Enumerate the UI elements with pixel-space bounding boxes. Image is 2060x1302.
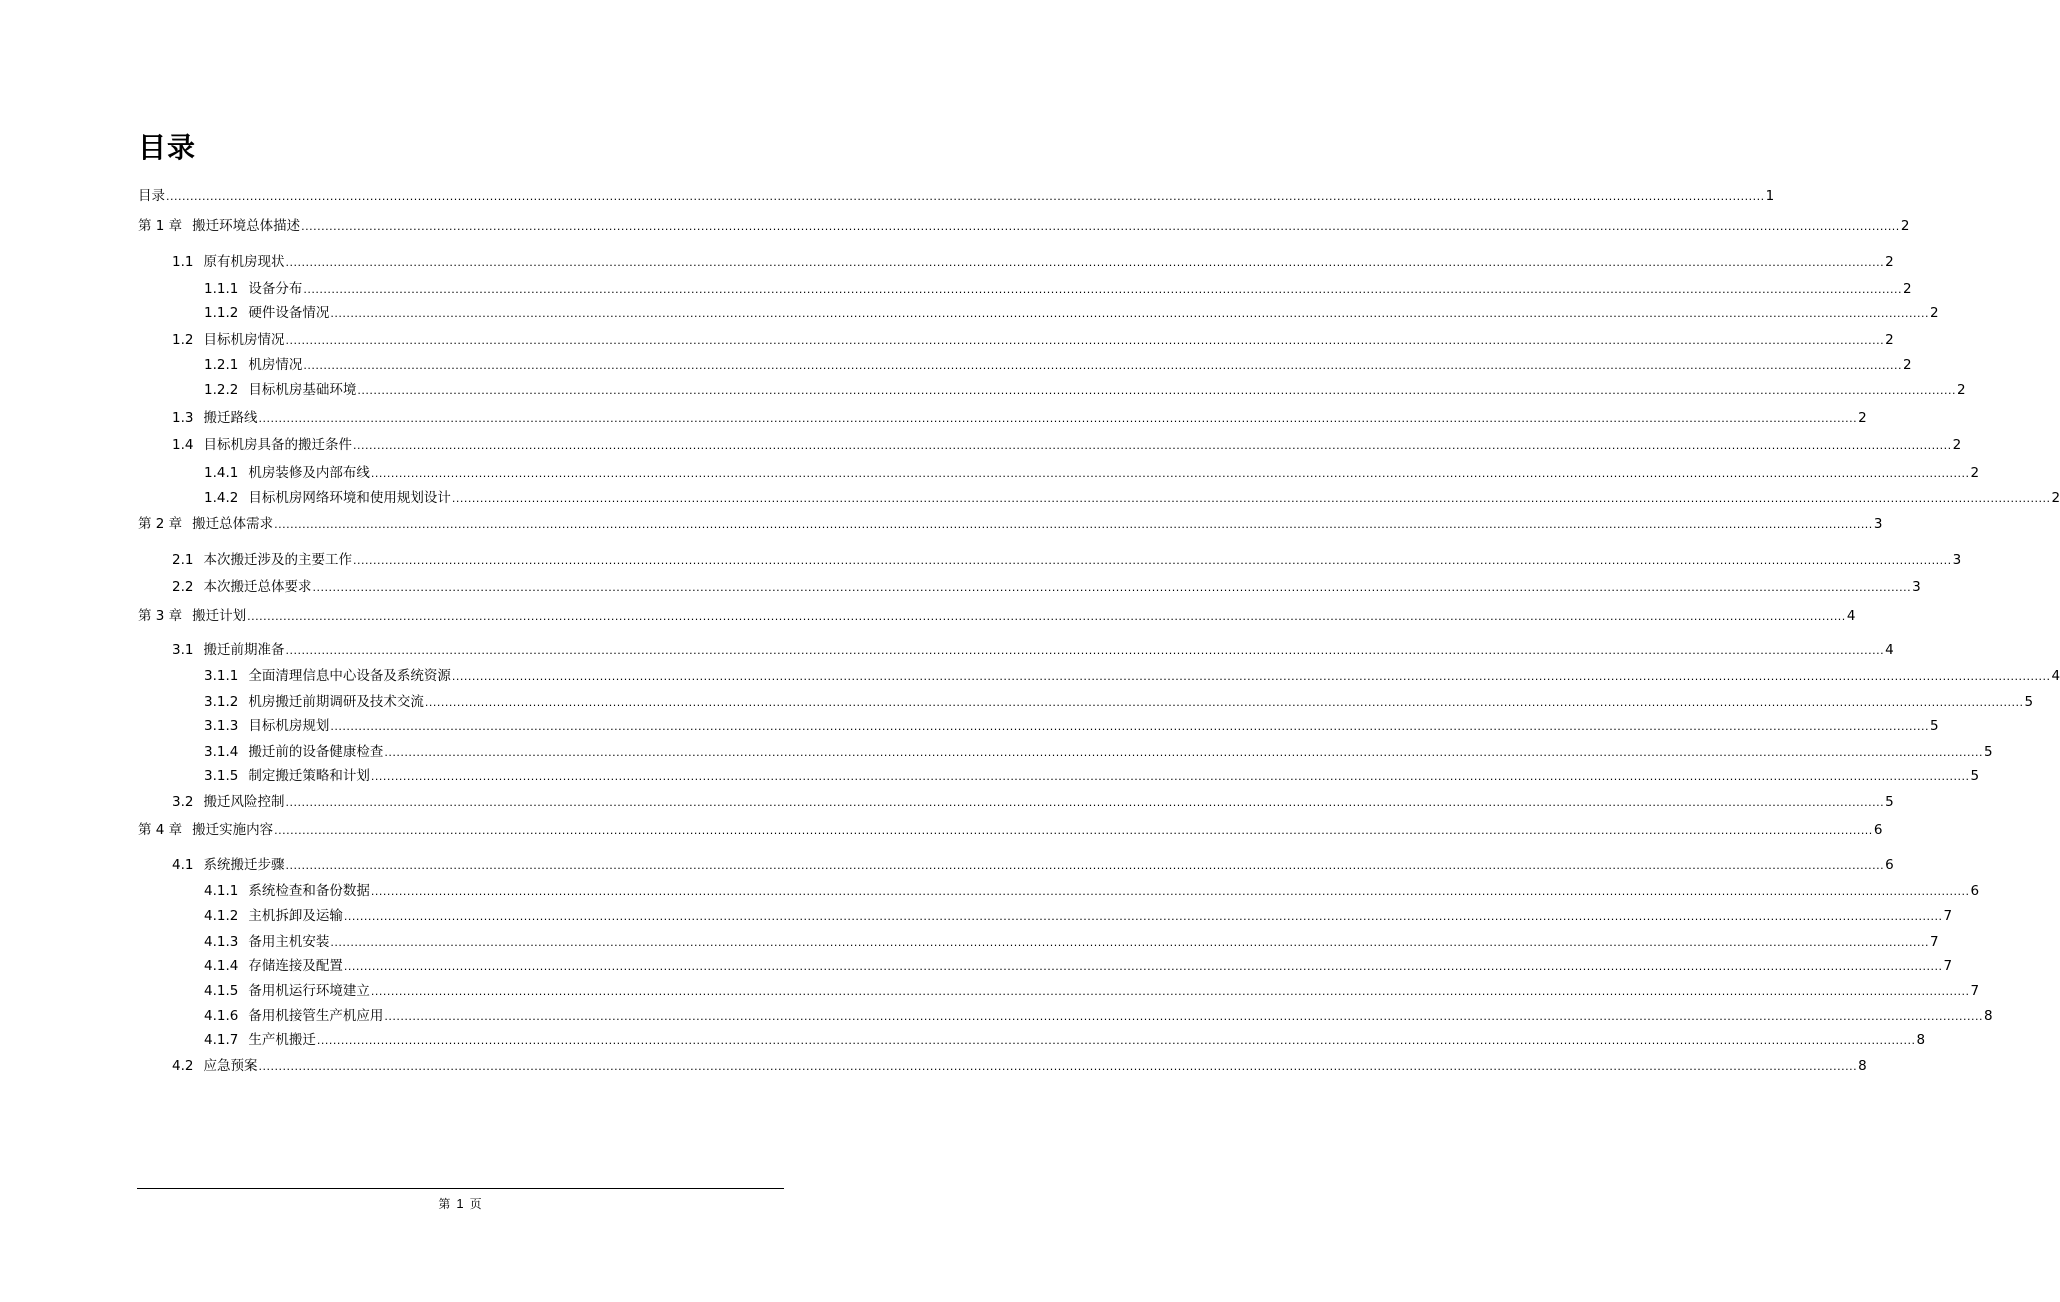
toc-entry-title: 备用机运行环境建立 (248, 983, 370, 999)
toc-leader-dots: ................................................................................................................................................................................................................................................................................................................................................................................................................ (370, 885, 1970, 898)
toc-entry-number: 1.1.1 (204, 281, 239, 297)
toc-entry-number: 3.1.1 (204, 668, 239, 684)
toc-entry-title: 备用机接管生产机应用 (248, 1008, 384, 1024)
toc-entry[interactable] (204, 690, 2034, 714)
toc-entry-title: 搬迁路线 (203, 410, 258, 426)
toc-entry-page: 8 (1858, 1058, 1867, 1074)
toc-leader-dots: ................................................................................................................................................................................................................................................................................................................................................................................................................ (303, 359, 1902, 372)
toc-entry-page: 5 (1984, 744, 1993, 760)
toc-entry-page: 7 (1943, 958, 1953, 974)
toc-entry-title: 目标机房基础环境 (248, 382, 357, 398)
toc-leader-dots: ................................................................................................................................................................................................................................................................................................................................................................................................................ (451, 670, 2051, 683)
toc-entry-title: 制定搬迁策略和计划 (248, 768, 370, 784)
toc-entry-title: 机房搬迁前期调研及技术交流 (248, 694, 424, 710)
toc-entry[interactable] (204, 930, 1939, 954)
toc-leader-dots: ................................................................................................................................................................................................................................................................................................................................................................................................................ (285, 644, 1885, 657)
toc-entry[interactable] (204, 1004, 1993, 1028)
toc-entry-number: 1.2.1 (204, 357, 239, 373)
toc-entry[interactable] (138, 214, 1910, 238)
toc-entry-title: 备用主机安装 (248, 934, 330, 950)
toc-entry-title: 主机拆卸及运输 (248, 908, 343, 924)
toc-entry[interactable] (204, 714, 1939, 738)
toc-entry-title: 应急预案 (203, 1058, 258, 1074)
toc-entry-page: 7 (1930, 934, 1939, 950)
toc-entry-number: 4.2 (172, 1058, 194, 1074)
toc-entry-title: 搬迁实施内容 (192, 822, 274, 838)
toc-entry-page: 3 (1873, 516, 1883, 532)
toc-entry-number: 4.1 (172, 857, 194, 873)
toc-leader-dots: ................................................................................................................................................................................................................................................................................................................................................................................................................ (258, 1060, 1858, 1073)
toc-leader-dots: ................................................................................................................................................................................................................................................................................................................................................................................................................ (343, 910, 1943, 923)
toc-entry-page: 6 (1885, 857, 1894, 873)
toc-entry[interactable] (204, 486, 2060, 510)
toc-leader-dots: ................................................................................................................................................................................................................................................................................................................................................................................................................ (285, 256, 1885, 269)
toc-entry[interactable] (138, 604, 1856, 628)
toc-entry-page: 1 (1765, 188, 1775, 204)
toc-entry-number: 1.3 (172, 410, 194, 426)
toc-entry-page: 7 (1970, 983, 1980, 999)
toc-entry-number: 1.1.2 (204, 305, 239, 321)
toc-entry[interactable] (172, 433, 1962, 457)
toc-entry-page: 4 (1885, 642, 1894, 658)
toc-leader-dots: ................................................................................................................................................................................................................................................................................................................................................................................................................ (330, 720, 1929, 733)
toc-entry-number: 2.2 (172, 579, 194, 595)
toc-entry-page: 2 (1858, 410, 1867, 426)
toc-entry-title: 硬件设备情况 (248, 305, 330, 321)
toc-entry-page: 5 (2024, 694, 2034, 710)
toc-entry[interactable] (172, 250, 1894, 274)
toc-entry-title: 存储连接及配置 (248, 958, 343, 974)
toc-entry-title: 系统检查和备份数据 (248, 883, 370, 899)
toc-entry-page: 4 (1846, 608, 1856, 624)
footer-prefix: 第 (438, 1197, 451, 1211)
toc-entry-page: 2 (1885, 254, 1894, 270)
toc-entry-page: 5 (1885, 794, 1894, 810)
toc-entry-number: 3.1.3 (204, 718, 239, 734)
footer-suffix: 页 (469, 1197, 482, 1211)
toc-entry-number: 3.1.4 (204, 744, 239, 760)
page-number: 1 (456, 1196, 464, 1211)
toc-entry-title: 搬迁前的设备健康检查 (248, 744, 384, 760)
toc-entry[interactable] (172, 575, 1921, 599)
toc-leader-dots: ................................................................................................................................................................................................................................................................................................................................................................................................................ (384, 1010, 1983, 1023)
toc-entry-title: 本次搬迁总体要求 (203, 579, 312, 595)
toc-entry-page: 3 (1912, 579, 1921, 595)
toc-entry-page: 2 (1903, 281, 1912, 297)
toc-leader-dots: ................................................................................................................................................................................................................................................................................................................................................................................................................ (166, 190, 1765, 203)
toc-entry-page: 6 (1873, 822, 1883, 838)
toc-entry-number: 目录 (138, 188, 165, 204)
toc-entry-page: 2 (1970, 465, 1980, 481)
toc-entry-number: 3.1 (172, 642, 194, 658)
toc-entry[interactable] (204, 277, 1912, 301)
toc-entry-number: 4.1.5 (204, 983, 239, 999)
toc-leader-dots: ................................................................................................................................................................................................................................................................................................................................................................................................................ (370, 467, 1970, 480)
toc-entry-number: 4.1.7 (204, 1032, 239, 1048)
toc-leader-dots: ................................................................................................................................................................................................................................................................................................................................................................................................................ (285, 796, 1885, 809)
toc-entry-number: 第 2 章 (138, 516, 183, 532)
toc-entry-title: 机房装修及内部布线 (248, 465, 370, 481)
toc-entry-page: 8 (1984, 1008, 1993, 1024)
toc-entry-number: 第 3 章 (138, 608, 183, 624)
toc-entry-title: 搬迁计划 (192, 608, 247, 624)
toc-entry-page: 5 (1970, 768, 1980, 784)
toc-entry-title: 搬迁风险控制 (203, 794, 285, 810)
toc-entry[interactable] (204, 954, 1953, 978)
toc-entry[interactable] (204, 1028, 1926, 1052)
toc-entry-number: 4.1.4 (204, 958, 239, 974)
toc-entry-number: 1.4.1 (204, 465, 239, 481)
toc-entry-number: 2.1 (172, 552, 194, 568)
toc-leader-dots: ................................................................................................................................................................................................................................................................................................................................................................................................................ (274, 824, 1873, 837)
toc-entry[interactable] (172, 1054, 1867, 1078)
toc-entry[interactable] (172, 406, 1867, 430)
page-footer (0, 1194, 920, 1214)
toc-entry[interactable] (204, 879, 1980, 903)
toc-leader-dots: ................................................................................................................................................................................................................................................................................................................................................................................................................ (357, 384, 1956, 397)
toc-entry-page: 2 (1957, 382, 1966, 398)
toc-leader-dots: ................................................................................................................................................................................................................................................................................................................................................................................................................ (370, 770, 1970, 783)
toc-entry-title: 机房情况 (248, 357, 303, 373)
toc-leader-dots: ................................................................................................................................................................................................................................................................................................................................................................................................................ (247, 610, 1846, 623)
toc-entry-title: 目标机房规划 (248, 718, 330, 734)
toc-entry[interactable] (204, 979, 1980, 1003)
toc-entry[interactable] (172, 548, 1962, 572)
toc-entry-number: 第 1 章 (138, 218, 183, 234)
toc-leader-dots: ................................................................................................................................................................................................................................................................................................................................................................................................................ (352, 554, 1952, 567)
toc-entry-page: 4 (2051, 668, 2060, 684)
toc-entry[interactable] (172, 638, 1894, 662)
toc-leader-dots: ................................................................................................................................................................................................................................................................................................................................................................................................................ (274, 518, 1873, 531)
toc-entry-page: 2 (1900, 218, 1910, 234)
toc-entry-page: 2 (1952, 437, 1962, 453)
toc-leader-dots: ................................................................................................................................................................................................................................................................................................................................................................................................................ (352, 439, 1952, 452)
toc-entry-number: 1.4 (172, 437, 194, 453)
toc-leader-dots: ................................................................................................................................................................................................................................................................................................................................................................................................................ (301, 220, 1900, 233)
toc-leader-dots: ................................................................................................................................................................................................................................................................................................................................................................................................................ (330, 936, 1929, 949)
toc-entry-title: 设备分布 (248, 281, 303, 297)
toc-entry-number: 4.1.1 (204, 883, 239, 899)
toc-entry-title: 搬迁环境总体描述 (192, 218, 301, 234)
toc-entry-number: 1.2.2 (204, 382, 239, 398)
toc-leader-dots: ................................................................................................................................................................................................................................................................................................................................................................................................................ (330, 307, 1929, 320)
toc-entry-number: 4.1.2 (204, 908, 239, 924)
toc-entry-page: 2 (1903, 357, 1912, 373)
toc-leader-dots: ................................................................................................................................................................................................................................................................................................................................................................................................................ (384, 746, 1983, 759)
toc-entry-number: 4.1.6 (204, 1008, 239, 1024)
toc-entry[interactable] (138, 512, 1883, 536)
toc-entry[interactable] (204, 461, 1980, 485)
toc-leader-dots: ................................................................................................................................................................................................................................................................................................................................................................................................................ (303, 283, 1902, 296)
toc-heading: 目录 (138, 131, 197, 164)
toc-entry-title: 搬迁前期准备 (203, 642, 285, 658)
toc-entry-title: 全面清理信息中心设备及系统资源 (248, 668, 451, 684)
toc-entry-title: 系统搬迁步骤 (203, 857, 285, 873)
toc-entry-page: 3 (1952, 552, 1962, 568)
toc-entry[interactable] (172, 328, 1894, 352)
toc-leader-dots: ................................................................................................................................................................................................................................................................................................................................................................................................................ (370, 985, 1970, 998)
toc-entry-number: 3.2 (172, 794, 194, 810)
toc-entry[interactable] (204, 904, 1953, 928)
toc-entry[interactable] (204, 378, 1966, 402)
toc-entry-title: 目标机房情况 (203, 332, 285, 348)
toc-entry-title: 本次搬迁涉及的主要工作 (203, 552, 352, 568)
toc-entry-page: 2 (1930, 305, 1939, 321)
toc-entry-title: 目标机房网络环境和使用规划设计 (248, 490, 451, 506)
toc-entry-page: 8 (1916, 1032, 1926, 1048)
toc-entry[interactable] (172, 853, 1894, 877)
toc-entry[interactable] (138, 184, 1775, 208)
toc-entry[interactable] (204, 740, 1993, 764)
toc-entry[interactable] (138, 818, 1883, 842)
toc-entry-title: 目标机房具备的搬迁条件 (203, 437, 352, 453)
toc-leader-dots: ................................................................................................................................................................................................................................................................................................................................................................................................................ (285, 859, 1885, 872)
toc-leader-dots: ................................................................................................................................................................................................................................................................................................................................................................................................................ (312, 581, 1912, 594)
toc-entry-number: 3.1.2 (204, 694, 239, 710)
toc-entry-number: 第 4 章 (138, 822, 183, 838)
toc-entry-number: 1.1 (172, 254, 194, 270)
toc-entry[interactable] (204, 664, 2060, 688)
toc-entry-title: 搬迁总体需求 (192, 516, 274, 532)
toc-entry-title: 生产机搬迁 (248, 1032, 316, 1048)
toc-entry[interactable] (204, 353, 1912, 377)
toc-leader-dots: ................................................................................................................................................................................................................................................................................................................................................................................................................ (424, 696, 2024, 709)
toc-entry-number: 4.1.3 (204, 934, 239, 950)
toc-entry-number: 1.2 (172, 332, 194, 348)
toc-entry-page: 5 (1930, 718, 1939, 734)
toc-entry-page: 2 (2051, 490, 2060, 506)
toc-entry-title: 原有机房现状 (203, 254, 285, 270)
toc-leader-dots: ................................................................................................................................................................................................................................................................................................................................................................................................................ (285, 334, 1885, 347)
toc-entry[interactable] (172, 790, 1894, 814)
toc-entry-number: 1.4.2 (204, 490, 239, 506)
toc-entry-page: 7 (1943, 908, 1953, 924)
toc-leader-dots: ................................................................................................................................................................................................................................................................................................................................................................................................................ (316, 1034, 1916, 1047)
footer-divider (137, 1188, 784, 1189)
toc-entry[interactable] (204, 301, 1939, 325)
toc-entry-number: 3.1.5 (204, 768, 239, 784)
toc-entry-page: 6 (1970, 883, 1980, 899)
toc-leader-dots: ................................................................................................................................................................................................................................................................................................................................................................................................................ (451, 492, 2051, 505)
toc-leader-dots: ................................................................................................................................................................................................................................................................................................................................................................................................................ (258, 412, 1858, 425)
toc-entry[interactable] (204, 764, 1980, 788)
toc-entry-page: 2 (1885, 332, 1894, 348)
toc-leader-dots: ................................................................................................................................................................................................................................................................................................................................................................................................................ (343, 960, 1943, 973)
